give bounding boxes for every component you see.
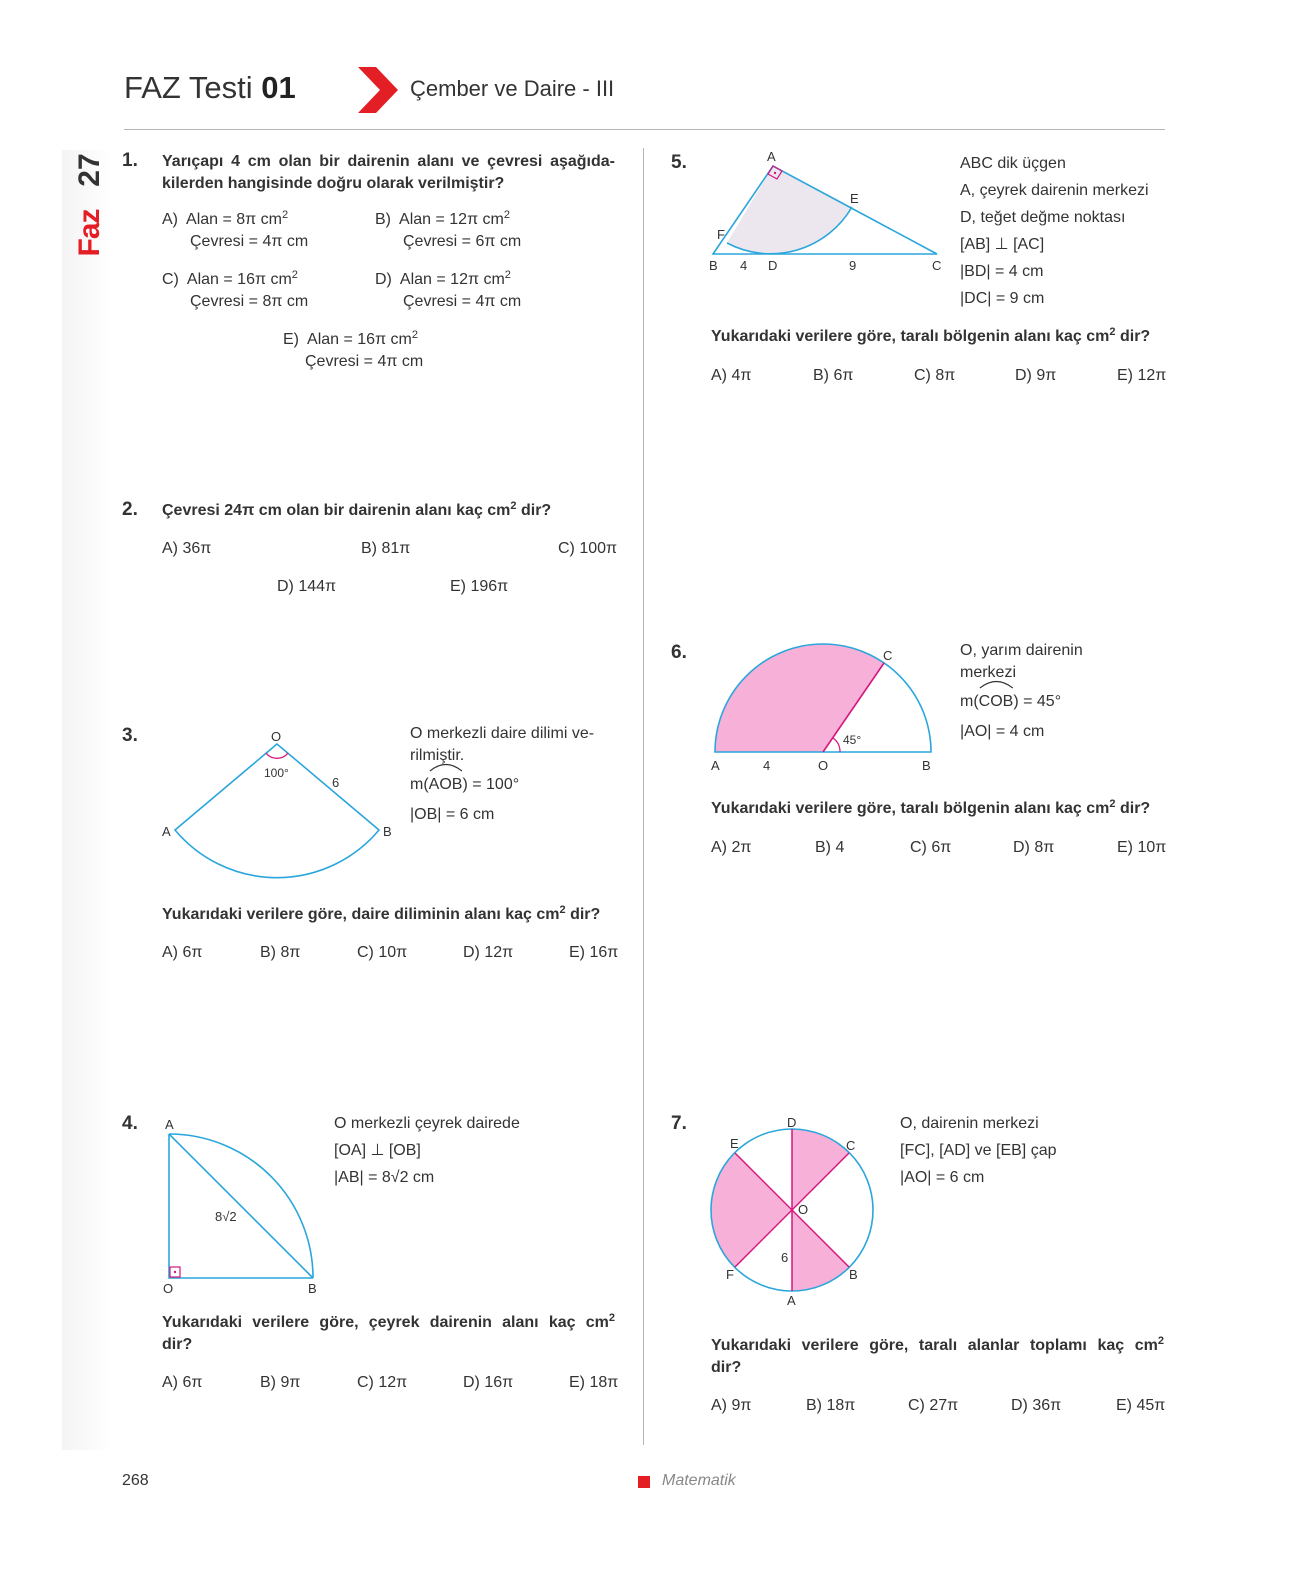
option-c[interactable]: C) 27π — [908, 1397, 959, 1414]
subject-label: Matematik — [662, 1472, 736, 1489]
page-title-text: FAZ Testi — [124, 70, 253, 105]
question-number: 5. — [671, 152, 687, 173]
option-d[interactable]: D) 12π — [463, 944, 514, 961]
option-a[interactable]: A) 4π — [711, 367, 752, 384]
label-b: B — [849, 1267, 858, 1282]
option-e[interactable]: E) 45π — [1116, 1397, 1166, 1414]
label-b: B — [922, 758, 931, 773]
page-title-number: 01 — [261, 70, 296, 105]
label-a: A — [767, 149, 776, 164]
question-text: Yukarıdaki verilere göre, taralı alanlar toplamı kaç $cm^2$ — [711, 1335, 1164, 1354]
shaded-quarter — [727, 166, 852, 254]
option-a[interactable]: A) 36π — [162, 540, 212, 557]
label-c: C — [932, 258, 942, 273]
shaded-sector-dc — [792, 1129, 849, 1210]
option-c[interactable]: C) 100π — [558, 540, 618, 557]
question-text: Yukarıdaki verilere göre, daire diliminin alanı kaç $cm^2$ dir? — [162, 904, 601, 923]
label-bd: 4 — [740, 258, 748, 273]
column-divider — [643, 148, 644, 1445]
label-o: O — [271, 729, 282, 744]
label-b: B — [308, 1281, 317, 1296]
option-e[interactable]: E) 10π — [1117, 839, 1167, 856]
option-b[interactable]: B) 18π — [806, 1397, 856, 1414]
page-subtitle: Çember ve Daire - III — [410, 76, 615, 101]
sector-shape — [175, 744, 379, 878]
question-number: 7. — [671, 1113, 687, 1134]
header-divider — [124, 129, 1165, 130]
circle-figure — [705, 1114, 885, 1310]
label-a: A — [165, 1117, 174, 1132]
option-c[interactable]: C) 8π — [914, 367, 956, 384]
option-a[interactable]: A) 6π — [162, 1374, 203, 1391]
question-text: dir? — [162, 1336, 193, 1353]
question-number: 3. — [122, 725, 138, 746]
label-b: B — [709, 258, 718, 273]
label-radius: 6 — [781, 1250, 789, 1265]
given-info: O merkezli çeyrek dairede [OA] ⊥ [OB] |AB| = 8√2 cm — [334, 1115, 520, 1186]
page-title — [124, 70, 296, 106]
angle-arc — [266, 753, 288, 758]
question-text: Yukarıdaki verilere göre, taralı bölgenin alanı kaç $cm^2$ dir? — [711, 798, 1151, 817]
label-a: A — [711, 758, 720, 773]
side-number: 27 — [73, 153, 106, 187]
option-a[interactable]: A) 6π — [162, 944, 203, 961]
option-b[interactable]: B) Alan = 12π $cm^2$ Çevresi = 6π cm — [375, 209, 522, 250]
question-text: Yarıçapı 4 cm olan bir dairenin alanı ve çevresi aşağıda- — [162, 153, 615, 170]
chord-ab — [169, 1134, 313, 1278]
option-d[interactable]: D) 8π — [1013, 839, 1055, 856]
option-b[interactable]: B) 4 — [815, 839, 845, 856]
question-text: Çevresi 24π cm olan bir dairenin alanı kaç $cm^2$ dir? — [162, 500, 552, 519]
label-angle: 45° — [843, 733, 862, 747]
question-number: 2. — [122, 499, 138, 520]
option-d[interactable]: D) 9π — [1015, 367, 1057, 384]
question-number: 4. — [122, 1113, 138, 1134]
given-info: O, dairenin merkezi [FC], [AD] ve [EB] çap |AO| = 6 cm — [900, 1115, 1057, 1186]
label-c: C — [846, 1138, 856, 1153]
question-text: Yukarıdaki verilere göre, taralı bölgenin alanı kaç $cm^2$ dir? — [711, 326, 1151, 345]
option-c[interactable]: C) 10π — [357, 944, 408, 961]
label-o: O — [798, 1202, 809, 1217]
option-d[interactable]: D) 16π — [463, 1374, 514, 1391]
label-a: A — [162, 824, 171, 839]
triangle-figure — [700, 146, 950, 276]
given-info: O, yarım dairenin merkezi m( COB) = 45° |AO| = 4 cm — [960, 642, 1083, 740]
option-d[interactable]: D) 36π — [1011, 1397, 1062, 1414]
option-d[interactable]: D) Alan = 12π $cm^2$ Çevresi = 4π cm — [375, 269, 522, 310]
label-e: E — [730, 1136, 739, 1151]
square-icon — [638, 1476, 650, 1488]
label-e: E — [850, 191, 859, 206]
label-o: O — [163, 1281, 174, 1296]
shaded-sector-ab — [792, 1210, 849, 1291]
given-info: O merkezli daire dilimi ve- rilmiştir. m( AOB) = 100° |OB| = 6 cm — [410, 725, 595, 823]
option-a[interactable]: A) Alan = 8π $cm^2$ Çevresi = 4π cm — [162, 209, 309, 250]
side-word: Faz — [73, 209, 106, 257]
question-text: kilerden hangisinde doğru olarak verilmiştir? — [162, 175, 505, 192]
option-e[interactable]: E) 16π — [569, 944, 619, 961]
label-dc: 9 — [849, 258, 857, 273]
label-hypotenuse: 8√2 — [215, 1209, 237, 1224]
option-b[interactable]: B) 81π — [361, 540, 411, 557]
option-c[interactable]: C) 12π — [357, 1374, 408, 1391]
option-e[interactable]: E) Alan = 16π $cm^2$ Çevresi = 4π cm — [283, 329, 424, 370]
side-label — [70, 150, 110, 260]
option-a[interactable]: A) 2π — [711, 839, 752, 856]
option-d[interactable]: D) 144π — [277, 578, 337, 595]
sector-figure — [158, 726, 398, 890]
label-d: D — [768, 258, 778, 273]
label-f: F — [717, 227, 725, 242]
option-a[interactable]: A) 9π — [711, 1397, 752, 1414]
label-radius: 6 — [332, 775, 340, 790]
option-e[interactable]: E) 12π — [1117, 367, 1167, 384]
given-info: ABC dik üçgen A, çeyrek dairenin merkezi D, teğet değme noktası [AB] ⊥ [AC] |BD| = 4 cm |DC| = 9 cm — [960, 155, 1149, 307]
question-number: 6. — [671, 642, 687, 663]
option-e[interactable]: E) 196π — [450, 578, 509, 595]
label-c: C — [883, 648, 893, 663]
semicircle-figure — [700, 634, 950, 776]
page-number: 268 — [122, 1472, 149, 1489]
label-d: D — [787, 1115, 797, 1130]
option-e[interactable]: E) 18π — [569, 1374, 619, 1391]
question-number: 1. — [122, 150, 138, 171]
option-c[interactable]: C) Alan = 16π $cm^2$ Çevresi = 8π cm — [162, 269, 309, 310]
quarter-circle-figure — [158, 1112, 328, 1298]
option-b[interactable]: B) 9π — [260, 1374, 301, 1391]
label-f: F — [726, 1267, 734, 1282]
option-b[interactable]: B) 8π — [260, 944, 301, 961]
label-angle: 100° — [264, 766, 289, 780]
option-b[interactable]: B) 6π — [813, 367, 854, 384]
label-b: B — [383, 824, 392, 839]
label-o: O — [818, 758, 829, 773]
chevron-right-icon — [358, 67, 400, 113]
option-c[interactable]: C) 6π — [910, 839, 952, 856]
label-ao: 4 — [763, 758, 771, 773]
side-strip — [62, 150, 110, 1450]
question-text: dir? — [711, 1359, 742, 1376]
question-text: Yukarıdaki verilere göre, çeyrek dairenin alanı kaç $cm^2$ — [162, 1312, 615, 1331]
angle-arc — [833, 738, 840, 752]
label-a: A — [787, 1293, 796, 1308]
